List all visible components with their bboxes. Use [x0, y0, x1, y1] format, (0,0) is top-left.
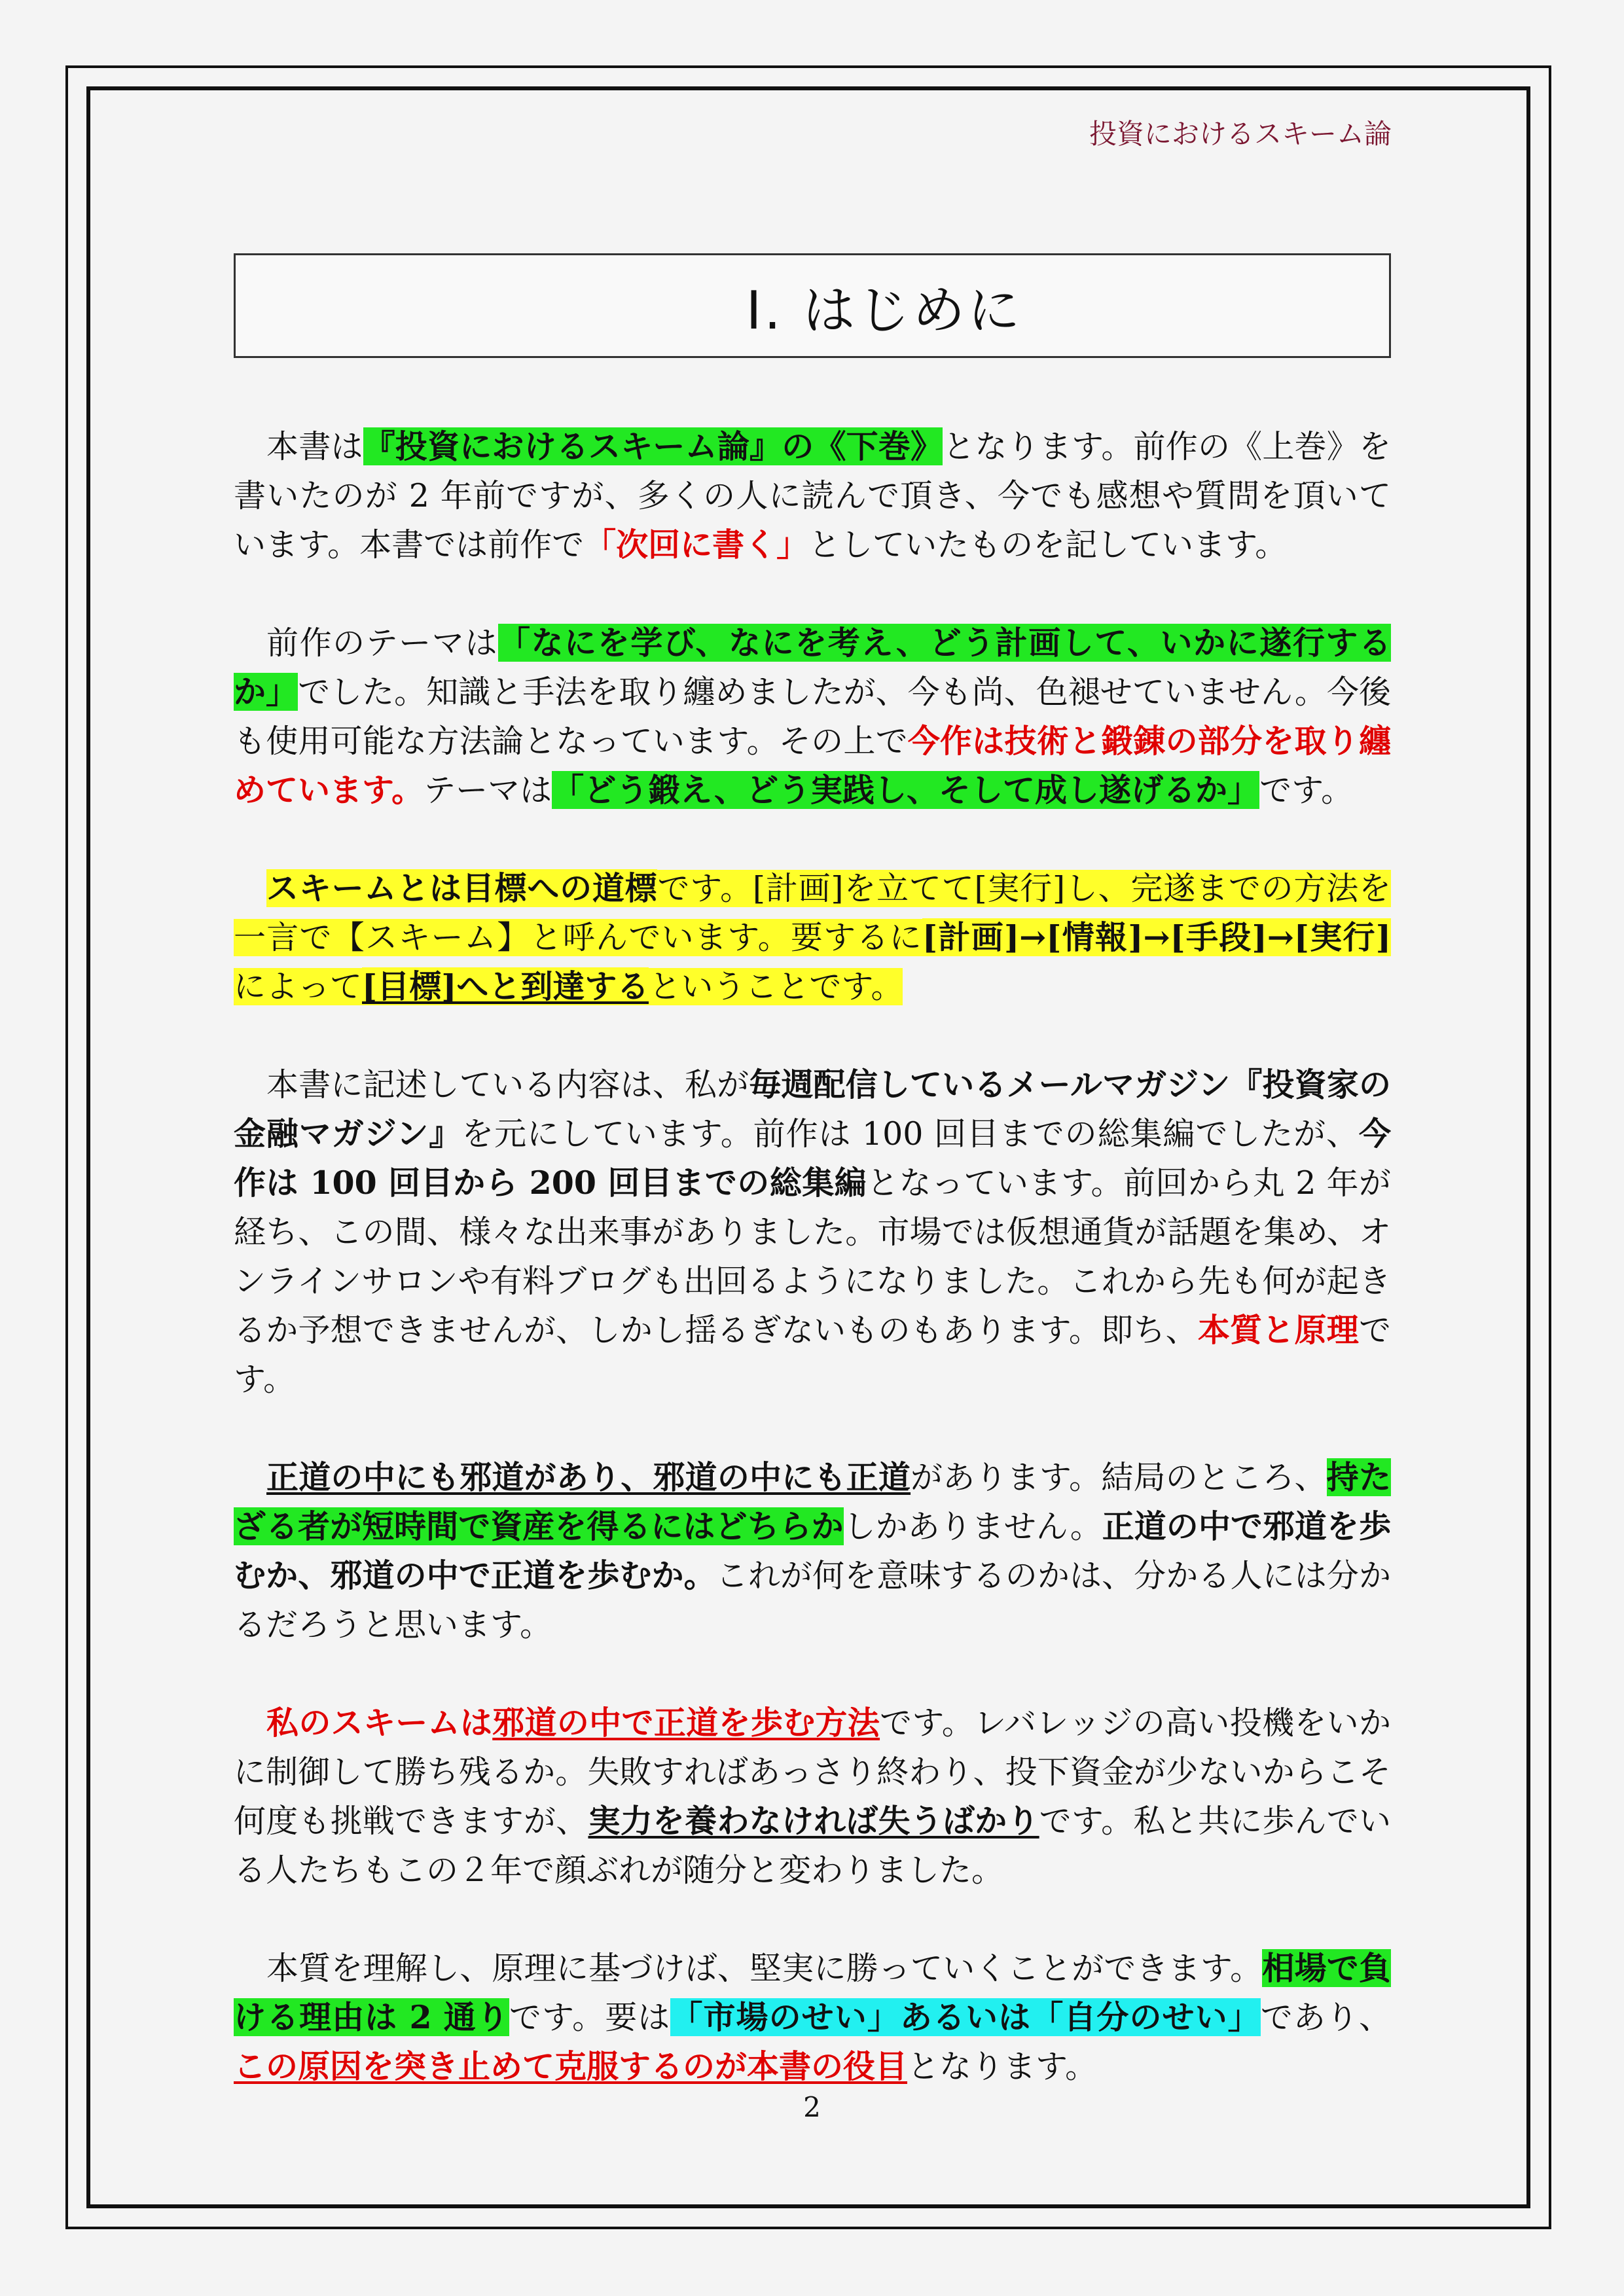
chapter-title: Ⅰ. はじめに: [746, 279, 1023, 341]
text-run: です。: [234, 1312, 1391, 1398]
text-run: テーマは: [424, 772, 552, 809]
text-run: 本質を理解し、原理に基づけば、堅実に勝っていくことができます。: [266, 1950, 1263, 1987]
paragraph-1: [234, 422, 1391, 569]
text-run: です。私と共に歩んでいる人たちもこの２年で顔ぶれが随分と変わりました。: [234, 1803, 1391, 1889]
text-run: となっています。前回から丸 2 年が経ち、この間、様々な出来事がありました。市場では仮想通貨が話題を集め、オンラインサロンや有料ブログも出回るようになりました。これから先も何が起きるか予想できませんが、しかし揺るぎないものもあります。即ち、: [234, 1164, 1391, 1349]
highlight-green: 持たざる者が短時間で資産を得るにはどちらか: [234, 1458, 1391, 1545]
text-run: となります。前作の《上巻》を書いたのが 2 年前ですが、多くの人に読んで頂き、今でも感想や質問を頂いています。本書では前作で: [234, 428, 1391, 564]
emphasis-underlined: 実力を養わなければ失うばかり: [588, 1802, 1039, 1840]
page-number: 2: [803, 2091, 821, 2123]
text-run: を元にしています。前作は 100 回目までの総集編でしたが、: [461, 1115, 1359, 1153]
emphasis-red: 本質と原理: [1197, 1311, 1359, 1349]
highlight-cyan: 「市場のせい」あるいは「自分のせい」: [670, 1998, 1261, 2036]
emphasis-red: 今作は技術と鍛錬の部分を取り纏めています。: [234, 722, 1391, 809]
highlight-yellow-bold: スキームとは目標への道標: [266, 869, 658, 907]
text-run: 本書は: [266, 428, 363, 465]
highlight-green: 『投資におけるスキーム論』の《下巻》: [363, 427, 943, 465]
highlight-green: 「どう鍛え、どう実践し、そして成し遂げるか」: [552, 771, 1260, 809]
paragraph-6: [234, 1698, 1391, 1895]
paragraph-5: [234, 1453, 1391, 1649]
highlight-green: 相場で負ける理由は 2 通り: [234, 1949, 1391, 2036]
text-run: 前作のテーマは: [266, 624, 499, 662]
text-run: であり、: [1260, 1999, 1391, 2036]
paragraph-2: [234, 619, 1391, 815]
text-run: です。要は: [509, 1999, 671, 2036]
text-run: しかありません。: [843, 1508, 1102, 1545]
text-run: です。: [1259, 772, 1354, 809]
text-run: があります。結局のところ、: [911, 1459, 1327, 1496]
highlight-yellow-bold: [計画]→[情報]→[手段]→[実行]: [922, 918, 1391, 956]
text-run: これが何を意味するのかは、分かる人には分かるだろうと思います。: [234, 1557, 1391, 1643]
text-run: としていたものを記しています。: [808, 526, 1288, 564]
running-header: 投資におけるスキーム論: [1089, 118, 1392, 150]
emphasis-bold: 今作は 100 回目から 200 回目までの総集編: [234, 1115, 1391, 1202]
emphasis-underlined: 正道の中にも邪道があり、邪道の中にも正道: [266, 1458, 911, 1496]
emphasis-red-underlined: 邪道の中で正道を歩む方法: [492, 1704, 880, 1742]
text-run: 本書に記述している内容は、私が: [266, 1066, 749, 1103]
highlight-yellow: です。[計画]を立てて[実行]し、完遂までの方法を一言で【スキーム】と呼んでいます。要するに: [234, 870, 1391, 956]
emphasis-red: 私のスキームは: [266, 1704, 493, 1742]
body-text: [234, 422, 1391, 2091]
emphasis-bold: 正道の中で邪道を歩むか、邪道の中で正道を歩むか。: [234, 1507, 1391, 1594]
emphasis-red-underlined: この原因を突き止めて克服するのが本書の役目: [234, 2047, 908, 2085]
text-run: となります。: [907, 2048, 1098, 2085]
highlight-green: 「なにを学び、なにを考え、どう計画して、いかに遂行するか」: [234, 624, 1391, 711]
paragraph-4: [234, 1060, 1391, 1404]
paragraph-7: [234, 1944, 1391, 2091]
paragraph-3: [234, 864, 1391, 1011]
highlight-yellow: によって: [234, 968, 363, 1005]
text-run: です。レバレッジの高い投機をいかに制御して勝ち残るか。失敗すればあっさり終わり、投下資金が少ないからこそ何度も挑戦できますが、: [234, 1704, 1391, 1840]
text-run: でした。知識と手法を取り纏めましたが、今も尚、色褪せていません。今後も使用可能な方法論となっています。その上で: [234, 673, 1391, 760]
highlight-yellow-underlined: [目標]へと到達する: [362, 967, 649, 1005]
emphasis-red: 「次回に書く」: [584, 526, 809, 564]
highlight-yellow: ということです。: [649, 968, 903, 1005]
emphasis-bold: 毎週配信しているメールマガジン『投資家の金融マガジン』: [234, 1066, 1391, 1153]
chapter-heading-box: [234, 253, 1391, 358]
